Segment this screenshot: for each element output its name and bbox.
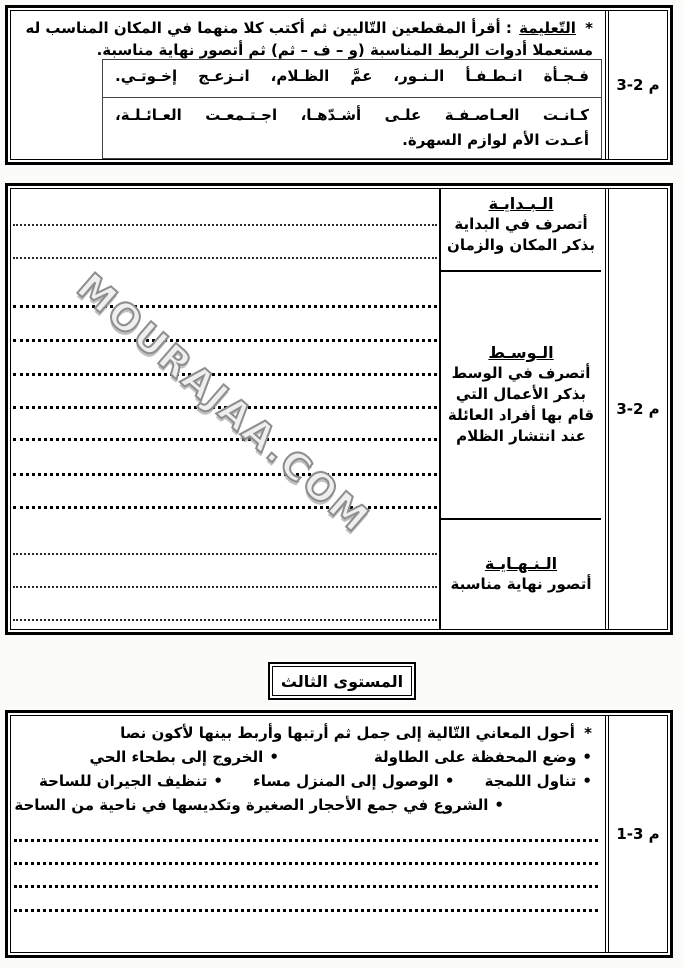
- exercise-box-3: [5, 710, 673, 958]
- bullet-text: وضع المحفظة على الطاولة: [373, 748, 577, 766]
- bullet-row-3: [14, 793, 592, 817]
- writing-line: [13, 473, 437, 476]
- passage-2-line-1: كـانـت العـاصـفـة علـى أشـدّهـا، اجـتـمعـت العـائـلـة،: [115, 106, 589, 124]
- bullet-icon: •: [213, 772, 223, 790]
- writing-line: [13, 586, 437, 588]
- exercise-box-1: [5, 5, 673, 165]
- writing-line: [13, 257, 437, 259]
- instruction-text-1: أقرأ المقطعين التّاليين ثم أكتب كلا منهما في المكان المناسب له: [25, 19, 501, 37]
- writing-line: [13, 438, 437, 441]
- instruction-text-2: مستعملا أدوات الربط المناسبة (و – ف – ثم) ثم أتصور نهاية مناسبة.: [96, 41, 593, 59]
- bullet-icon: •: [582, 772, 592, 790]
- bullet-icon: •: [582, 748, 592, 766]
- bullet-text: الوصول إلى المنزل مساء: [253, 772, 439, 790]
- exercise-box-2-inner: [10, 188, 668, 630]
- guide-beginning: [441, 189, 601, 272]
- passage-1: فـجـأة انـطـفـأ الـنـور، عمَّ الظـلام، انـزعـج إخـوتـي.: [103, 60, 601, 98]
- exercise-3-content: [11, 716, 601, 952]
- instruction-colon: :: [505, 19, 512, 37]
- star-mark: *: [584, 724, 592, 742]
- exercise-box-2: [5, 183, 673, 635]
- passages-table: [102, 59, 602, 159]
- story-parts-column: [439, 189, 601, 629]
- criterion-label-column-1: [605, 11, 667, 159]
- criterion-label: 3-2 م: [616, 400, 660, 418]
- bullet-text: تناول اللمجة: [484, 772, 577, 790]
- passage-2-line-2: أعـدت الأم لوازم السهرة.: [402, 131, 589, 149]
- criterion-label: 3-2 م: [616, 76, 660, 94]
- star-mark: *: [585, 19, 593, 37]
- bullet-text: تنظيف الجيران للساحة: [39, 772, 208, 790]
- writing-line: [14, 885, 598, 888]
- watermark: MOURAJAA.COM: [68, 265, 379, 542]
- bullet-row-2: [17, 769, 592, 793]
- exercise-box-1-inner: [10, 10, 668, 160]
- guide-end: [441, 520, 601, 629]
- guide-beginning-desc: أتصرف في البداية بذكر المكان والزمان: [447, 215, 595, 254]
- criterion-label-column-3: [605, 716, 667, 952]
- bullet-text: الخروج إلى بطحاء الحي: [89, 748, 264, 766]
- exercise-1-content: [11, 11, 601, 159]
- guide-middle: [441, 272, 601, 520]
- exercise-box-3-inner: [10, 715, 668, 953]
- bullet-item: [14, 793, 504, 817]
- writing-line: [14, 909, 598, 912]
- writing-line: [13, 553, 437, 555]
- writing-line: [13, 339, 437, 342]
- bullet-item: [485, 769, 592, 793]
- passage-2: [103, 98, 601, 153]
- bullet-item: [253, 769, 454, 793]
- bullet-text: الشروع في جمع الأحجار الصغيرة وتكديسها في ناحية من الساحة: [14, 796, 489, 814]
- writing-line: [14, 862, 598, 865]
- bullet-icon: •: [269, 748, 279, 766]
- guide-end-title: الـنـهـايـة: [484, 554, 558, 573]
- writing-line: [13, 619, 437, 621]
- instruction-text: أحول المعاني التّالية إلى جمل ثم أرتبها وأربط بينها لأكون نصا: [120, 724, 575, 742]
- criterion-label: 1-3 م: [616, 825, 660, 843]
- criterion-label-column-2: [605, 189, 667, 629]
- bullet-icon: •: [444, 772, 455, 790]
- guide-middle-title: الـوسـط: [488, 343, 554, 362]
- bullet-item: [374, 745, 592, 769]
- instruction-line-2: [17, 39, 593, 61]
- instruction-title: التّعليمة: [519, 19, 576, 37]
- bullet-item: [90, 745, 279, 769]
- instruction-line: [17, 721, 592, 745]
- guide-end-desc: أتصور نهاية مناسبة: [450, 575, 592, 593]
- writing-line: [13, 305, 437, 308]
- bullet-row-1: [17, 745, 592, 769]
- instruction-line-1: [17, 17, 593, 39]
- writing-line: [14, 839, 598, 842]
- guide-middle-desc: أتصرف في الوسط بذكر الأعمال التي قام بها أفراد العائلة عند انتشار الظلام: [447, 364, 595, 445]
- bullet-icon: •: [494, 796, 504, 814]
- level-heading-box: [268, 662, 416, 700]
- level-heading-text: المستوى الثالث: [272, 666, 412, 696]
- guide-beginning-title: الـبـدايـة: [488, 194, 554, 213]
- bullet-item: [39, 769, 223, 793]
- writing-line: [13, 224, 437, 226]
